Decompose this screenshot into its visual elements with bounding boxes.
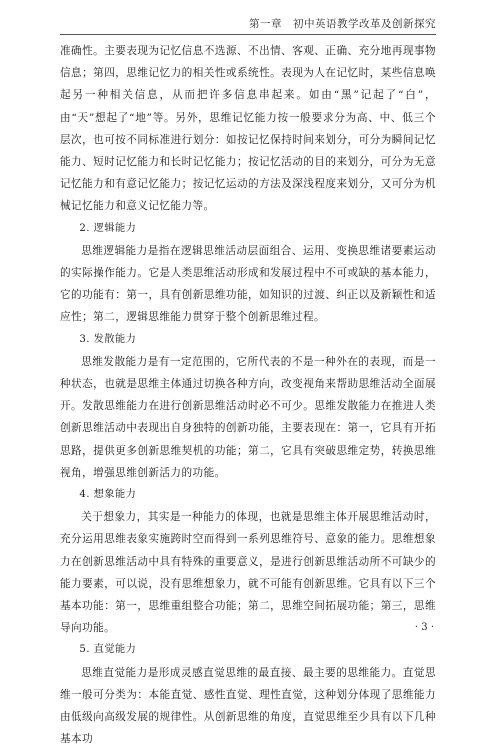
section-heading: 5. 直觉能力 — [79, 644, 137, 656]
paragraph: 关于想象力，其实是一种能力的体现，也就是思维主体开展思维活动时，充分运用思维表象实施跨时空而得到一系列思维符号、意象的能力。思维想象力在创新思维活动中具有特殊的重要意义，是进行创新思维活动所不可缺少的能力要素，可以说，没有思维想象力，就不可能有创新思维。它具有以下三个基本功能：第一，思维重组整合功能；第二，思维空间拓展功能；第三，思维导向功能。 — [60, 511, 436, 635]
paragraph: 思维逻辑能力是指在逻辑思维活动层面组合、运用、变换思维诸要素运动的实际操作能力。它是人类思维活动形成和发展过程中不可或缺的基本能力，它的功能有：第一，具有创新思维功能，如知识的过渡、纠正以及新颖性和适应性；第二，逻辑思维能力贯穿于整个创新思维过程。 — [60, 244, 436, 324]
section-heading: 2. 逻辑能力 — [79, 222, 137, 234]
header-rule — [60, 34, 436, 35]
page-number: · 3 · — [414, 622, 434, 633]
paragraph: 准确性。主要表现为记忆信息不选源、不出情、客观、正确、充分地再现事物信息；第四，思维记忆力的相关性或系统性。表现为人在记忆时，某些信息唤起另一种相关信息，从而把许多信息串起来。如由“黑”记起了“白”，由“天”想起了“地”等。另外，思维记忆能力按一般要求分为高、中、低三个层次，也可按不同标准进行划分：如按记忆保持时间来划分，可分为瞬间记忆能力、短时记忆能力和长时记忆能力；按记忆活动的目的来划分，可分为无意记忆能力和有意记忆能力；按记忆运动的方法及深浅程度来划分，又可分为机械记忆能力和意义记忆能力等。 — [60, 45, 436, 213]
paragraph: 思维直觉能力是形成灵感直觉思维的最直接、最主要的思维能力。直觉思维一般可分类为：本能直觉、感性直觉、理性直觉，这种划分体现了思维能力由低级向高级发展的规律性。从创新思维的角度，直觉思维至少具有以下几种基本功 — [60, 666, 436, 746]
section-heading: 3. 发散能力 — [79, 333, 137, 345]
section-heading: 4. 想象能力 — [79, 489, 137, 501]
body-text — [60, 40, 436, 751]
paragraph: 思维发散能力是有一定范围的，它所代表的不是一种外在的表现，而是一种状态，也就是思维主体通过切换各种方向，改变视角来帮助思维活动全面展开。发散思维能力在进行创新思维活动时必不可少。思维发散能力在推进人类创新思维活动中表现出自身独特的创新功能，主要表现在：第一，它具有开拓思路，提供更多创新思维契机的功能；第二，它具有突破思维定势，转换思维视角，增强思维创新活力的功能。 — [60, 355, 436, 479]
running-header: 第一章 初中英语教学改革及创新探究 — [249, 18, 436, 30]
